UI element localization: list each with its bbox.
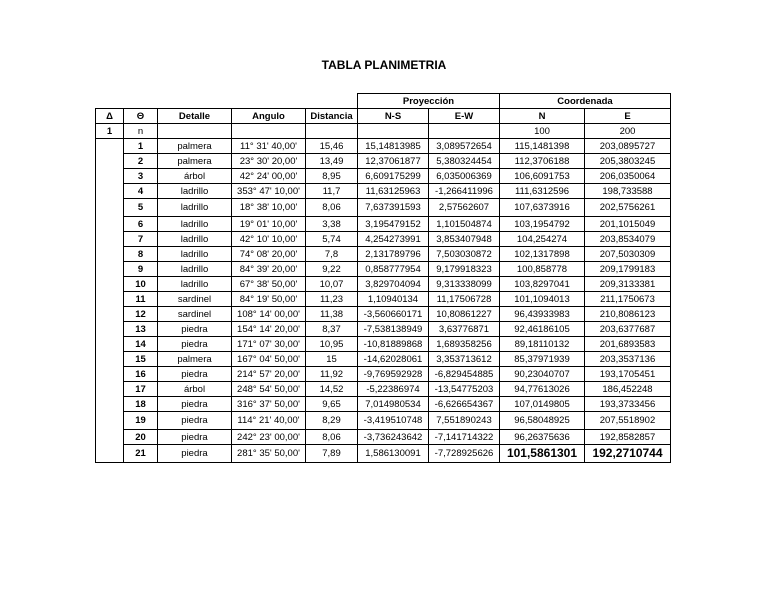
station-delta: 1 <box>96 124 124 139</box>
cell-e: 207,5518902 <box>585 412 671 430</box>
cell-n: 90,23040707 <box>500 367 585 382</box>
cell-detalle: palmera <box>158 154 232 169</box>
cell-distancia: 11,23 <box>306 292 358 307</box>
cell-distancia: 13,49 <box>306 154 358 169</box>
cell-distancia: 10,07 <box>306 277 358 292</box>
cell-distancia: 15 <box>306 352 358 367</box>
cell-angulo: 353° 47' 10,00' <box>232 184 306 199</box>
cell-angulo: 84° 19' 50,00' <box>232 292 306 307</box>
cell-e: 210,8086123 <box>585 307 671 322</box>
table-row <box>96 412 671 430</box>
cell-n: 94,77613026 <box>500 382 585 397</box>
cell-distancia: 8,06 <box>306 199 358 217</box>
header-n: N <box>500 109 585 124</box>
table-row <box>96 382 671 397</box>
cell-delta <box>96 397 124 412</box>
cell-detalle: piedra <box>158 367 232 382</box>
cell-detalle: árbol <box>158 382 232 397</box>
cell-ew: 5,380324454 <box>429 154 500 169</box>
header-e: E <box>585 109 671 124</box>
cell-distancia: 11,92 <box>306 367 358 382</box>
cell-theta: 20 <box>124 430 158 445</box>
cell-ew: -6,829454885 <box>429 367 500 382</box>
table-row <box>96 139 671 154</box>
cell-delta <box>96 382 124 397</box>
cell-ns: 4,254273991 <box>358 232 429 247</box>
header-delta: Δ <box>96 109 124 124</box>
cell-distancia: 10,95 <box>306 337 358 352</box>
cell-angulo: 23° 30' 20,00' <box>232 154 306 169</box>
cell-e: 211,1750673 <box>585 292 671 307</box>
header-distancia: Distancia <box>306 109 358 124</box>
station-n: 100 <box>500 124 585 139</box>
cell-n: 115,1481398 <box>500 139 585 154</box>
cell-delta <box>96 430 124 445</box>
station-e: 200 <box>585 124 671 139</box>
cell-n: 111,6312596 <box>500 184 585 199</box>
cell-distancia: 9,65 <box>306 397 358 412</box>
cell-theta: 19 <box>124 412 158 430</box>
table-row <box>96 217 671 232</box>
station-theta: n <box>124 124 158 139</box>
header-theta: Θ <box>124 109 158 124</box>
planimetry-table <box>95 93 671 463</box>
cell-detalle: ladrillo <box>158 184 232 199</box>
table-row <box>96 352 671 367</box>
cell-ew: -6,626654367 <box>429 397 500 412</box>
cell-e: 206,0350064 <box>585 169 671 184</box>
header-ns: N-S <box>358 109 429 124</box>
cell-delta <box>96 412 124 430</box>
cell-ew: 6,035006369 <box>429 169 500 184</box>
cell-angulo: 171° 07' 30,00' <box>232 337 306 352</box>
cell-angulo: 42° 10' 10,00' <box>232 232 306 247</box>
table-row <box>96 367 671 382</box>
cell-distancia: 11,38 <box>306 307 358 322</box>
cell-angulo: 108° 14' 00,00' <box>232 307 306 322</box>
cell-detalle: palmera <box>158 352 232 367</box>
cell-ew: 10,80861227 <box>429 307 500 322</box>
cell-e: 193,1705451 <box>585 367 671 382</box>
cell-e: 203,0895727 <box>585 139 671 154</box>
cell-delta <box>96 154 124 169</box>
cell-detalle: sardinel <box>158 307 232 322</box>
cell-delta <box>96 292 124 307</box>
cell-theta: 2 <box>124 154 158 169</box>
header-detalle: Detalle <box>158 109 232 124</box>
cell-angulo: 19° 01' 10,00' <box>232 217 306 232</box>
station-distancia <box>306 124 358 139</box>
cell-ns: 0,858777954 <box>358 262 429 277</box>
cell-theta: 12 <box>124 307 158 322</box>
cell-delta <box>96 232 124 247</box>
cell-e: 192,2710744 <box>585 445 671 463</box>
cell-e: 209,3133381 <box>585 277 671 292</box>
cell-ns: 7,637391593 <box>358 199 429 217</box>
cell-angulo: 84° 39' 20,00' <box>232 262 306 277</box>
table-row <box>96 292 671 307</box>
cell-detalle: piedra <box>158 397 232 412</box>
cell-theta: 8 <box>124 247 158 262</box>
cell-ew: -13,54775203 <box>429 382 500 397</box>
cell-detalle: ladrillo <box>158 247 232 262</box>
cell-angulo: 316° 37' 50,00' <box>232 397 306 412</box>
cell-detalle: ladrillo <box>158 262 232 277</box>
cell-angulo: 167° 04' 50,00' <box>232 352 306 367</box>
header-group-proyeccion: Proyección <box>358 94 500 109</box>
cell-n: 107,0149805 <box>500 397 585 412</box>
cell-e: 209,1799183 <box>585 262 671 277</box>
cell-ew: 7,503030872 <box>429 247 500 262</box>
cell-n: 92,46186105 <box>500 322 585 337</box>
cell-detalle: sardinel <box>158 292 232 307</box>
cell-distancia: 8,95 <box>306 169 358 184</box>
station-angulo <box>232 124 306 139</box>
cell-ew: 3,853407948 <box>429 232 500 247</box>
cell-distancia: 9,22 <box>306 262 358 277</box>
cell-delta <box>96 262 124 277</box>
cell-ew: 3,353713612 <box>429 352 500 367</box>
cell-ew: 9,313338099 <box>429 277 500 292</box>
station-detalle <box>158 124 232 139</box>
cell-distancia: 7,8 <box>306 247 358 262</box>
cell-distancia: 11,7 <box>306 184 358 199</box>
cell-angulo: 248° 54' 50,00' <box>232 382 306 397</box>
cell-ew: 1,689358256 <box>429 337 500 352</box>
cell-ew: 11,17506728 <box>429 292 500 307</box>
cell-n: 104,254274 <box>500 232 585 247</box>
header-spacer <box>96 94 358 109</box>
cell-e: 186,452248 <box>585 382 671 397</box>
table-row <box>96 184 671 199</box>
cell-distancia: 15,46 <box>306 139 358 154</box>
cell-e: 203,3537136 <box>585 352 671 367</box>
cell-e: 207,5030309 <box>585 247 671 262</box>
cell-ew: -1,266411996 <box>429 184 500 199</box>
header-ew: E-W <box>429 109 500 124</box>
table-row <box>96 397 671 412</box>
cell-angulo: 67° 38' 50,00' <box>232 277 306 292</box>
cell-distancia: 5,74 <box>306 232 358 247</box>
cell-angulo: 11° 31' 40,00' <box>232 139 306 154</box>
cell-angulo: 214° 57' 20,00' <box>232 367 306 382</box>
cell-delta <box>96 247 124 262</box>
cell-delta <box>96 199 124 217</box>
cell-e: 192,8582857 <box>585 430 671 445</box>
station-ns <box>358 124 429 139</box>
cell-delta <box>96 169 124 184</box>
cell-theta: 11 <box>124 292 158 307</box>
cell-theta: 13 <box>124 322 158 337</box>
cell-ns: 3,195479152 <box>358 217 429 232</box>
cell-e: 198,733588 <box>585 184 671 199</box>
cell-ns: -5,22386974 <box>358 382 429 397</box>
cell-delta <box>96 307 124 322</box>
table-row <box>96 337 671 352</box>
cell-ew: 1,101504874 <box>429 217 500 232</box>
page-title: TABLA PLANIMETRIA <box>321 58 447 72</box>
cell-angulo: 281° 35' 50,00' <box>232 445 306 463</box>
cell-e: 201,6893583 <box>585 337 671 352</box>
cell-ns: -3,560660171 <box>358 307 429 322</box>
cell-ns: 1,10940134 <box>358 292 429 307</box>
cell-delta <box>96 367 124 382</box>
cell-n: 89,18110132 <box>500 337 585 352</box>
cell-detalle: piedra <box>158 412 232 430</box>
cell-ew: 2,57562607 <box>429 199 500 217</box>
cell-theta: 18 <box>124 397 158 412</box>
cell-ew: -7,728925626 <box>429 445 500 463</box>
cell-n: 101,5861301 <box>500 445 585 463</box>
cell-theta: 10 <box>124 277 158 292</box>
cell-detalle: ladrillo <box>158 199 232 217</box>
table-row <box>96 445 671 463</box>
cell-distancia: 8,29 <box>306 412 358 430</box>
cell-theta: 4 <box>124 184 158 199</box>
cell-ns: -7,538138949 <box>358 322 429 337</box>
cell-ns: 15,14813985 <box>358 139 429 154</box>
cell-angulo: 18° 38' 10,00' <box>232 199 306 217</box>
cell-distancia: 14,52 <box>306 382 358 397</box>
cell-angulo: 114° 21' 40,00' <box>232 412 306 430</box>
table-row <box>96 154 671 169</box>
table-row <box>96 169 671 184</box>
cell-ns: -10,81889868 <box>358 337 429 352</box>
cell-theta: 21 <box>124 445 158 463</box>
cell-delta <box>96 277 124 292</box>
table-row <box>96 322 671 337</box>
header-angulo: Angulo <box>232 109 306 124</box>
cell-theta: 9 <box>124 262 158 277</box>
cell-n: 96,26375636 <box>500 430 585 445</box>
cell-theta: 7 <box>124 232 158 247</box>
cell-ew: 9,179918323 <box>429 262 500 277</box>
station-ew <box>429 124 500 139</box>
table-row <box>96 232 671 247</box>
cell-delta <box>96 322 124 337</box>
cell-angulo: 154° 14' 20,00' <box>232 322 306 337</box>
cell-ew: 3,089572654 <box>429 139 500 154</box>
cell-ns: -14,62028061 <box>358 352 429 367</box>
cell-e: 205,3803245 <box>585 154 671 169</box>
cell-ns: -3,419510748 <box>358 412 429 430</box>
cell-theta: 15 <box>124 352 158 367</box>
cell-ns: -3,736243642 <box>358 430 429 445</box>
cell-e: 201,1015049 <box>585 217 671 232</box>
cell-detalle: ladrillo <box>158 277 232 292</box>
table-row <box>96 430 671 445</box>
cell-n: 100,858778 <box>500 262 585 277</box>
cell-delta <box>96 184 124 199</box>
cell-e: 203,6377687 <box>585 322 671 337</box>
cell-e: 203,8534079 <box>585 232 671 247</box>
cell-distancia: 3,38 <box>306 217 358 232</box>
cell-theta: 14 <box>124 337 158 352</box>
cell-theta: 5 <box>124 199 158 217</box>
cell-n: 103,8297041 <box>500 277 585 292</box>
cell-e: 202,5756261 <box>585 199 671 217</box>
cell-ns: 1,586130091 <box>358 445 429 463</box>
cell-ns: 6,609175299 <box>358 169 429 184</box>
cell-n: 102,1317898 <box>500 247 585 262</box>
cell-angulo: 42° 24' 00,00' <box>232 169 306 184</box>
cell-n: 96,58048925 <box>500 412 585 430</box>
cell-distancia: 8,06 <box>306 430 358 445</box>
cell-theta: 16 <box>124 367 158 382</box>
cell-delta <box>96 337 124 352</box>
cell-ew: -7,141714322 <box>429 430 500 445</box>
cell-detalle: piedra <box>158 322 232 337</box>
cell-ns: 7,014980534 <box>358 397 429 412</box>
cell-n: 85,37971939 <box>500 352 585 367</box>
cell-detalle: piedra <box>158 430 232 445</box>
cell-delta <box>96 445 124 463</box>
cell-ew: 3,63776871 <box>429 322 500 337</box>
table-row <box>96 262 671 277</box>
cell-detalle: piedra <box>158 337 232 352</box>
cell-delta <box>96 352 124 367</box>
cell-n: 101,1094013 <box>500 292 585 307</box>
cell-delta <box>96 217 124 232</box>
cell-n: 103,1954792 <box>500 217 585 232</box>
cell-delta <box>96 139 124 154</box>
cell-n: 112,3706188 <box>500 154 585 169</box>
cell-detalle: árbol <box>158 169 232 184</box>
cell-ns: -9,769592928 <box>358 367 429 382</box>
cell-detalle: palmera <box>158 139 232 154</box>
cell-distancia: 7,89 <box>306 445 358 463</box>
cell-ew: 7,551890243 <box>429 412 500 430</box>
cell-theta: 3 <box>124 169 158 184</box>
cell-ns: 12,37061877 <box>358 154 429 169</box>
header-group-coordenada: Coordenada <box>500 94 671 109</box>
cell-distancia: 8,37 <box>306 322 358 337</box>
table-row <box>96 277 671 292</box>
cell-ns: 2,131789796 <box>358 247 429 262</box>
cell-n: 107,6373916 <box>500 199 585 217</box>
cell-angulo: 242° 23' 00,00' <box>232 430 306 445</box>
cell-theta: 1 <box>124 139 158 154</box>
cell-detalle: ladrillo <box>158 232 232 247</box>
cell-ns: 11,63125963 <box>358 184 429 199</box>
cell-n: 106,6091753 <box>500 169 585 184</box>
cell-n: 96,43933983 <box>500 307 585 322</box>
cell-ns: 3,829704094 <box>358 277 429 292</box>
table-row <box>96 199 671 217</box>
cell-angulo: 74° 08' 20,00' <box>232 247 306 262</box>
cell-detalle: piedra <box>158 445 232 463</box>
table-row <box>96 247 671 262</box>
cell-e: 193,3733456 <box>585 397 671 412</box>
cell-detalle: ladrillo <box>158 217 232 232</box>
table-row <box>96 307 671 322</box>
cell-theta: 6 <box>124 217 158 232</box>
cell-theta: 17 <box>124 382 158 397</box>
